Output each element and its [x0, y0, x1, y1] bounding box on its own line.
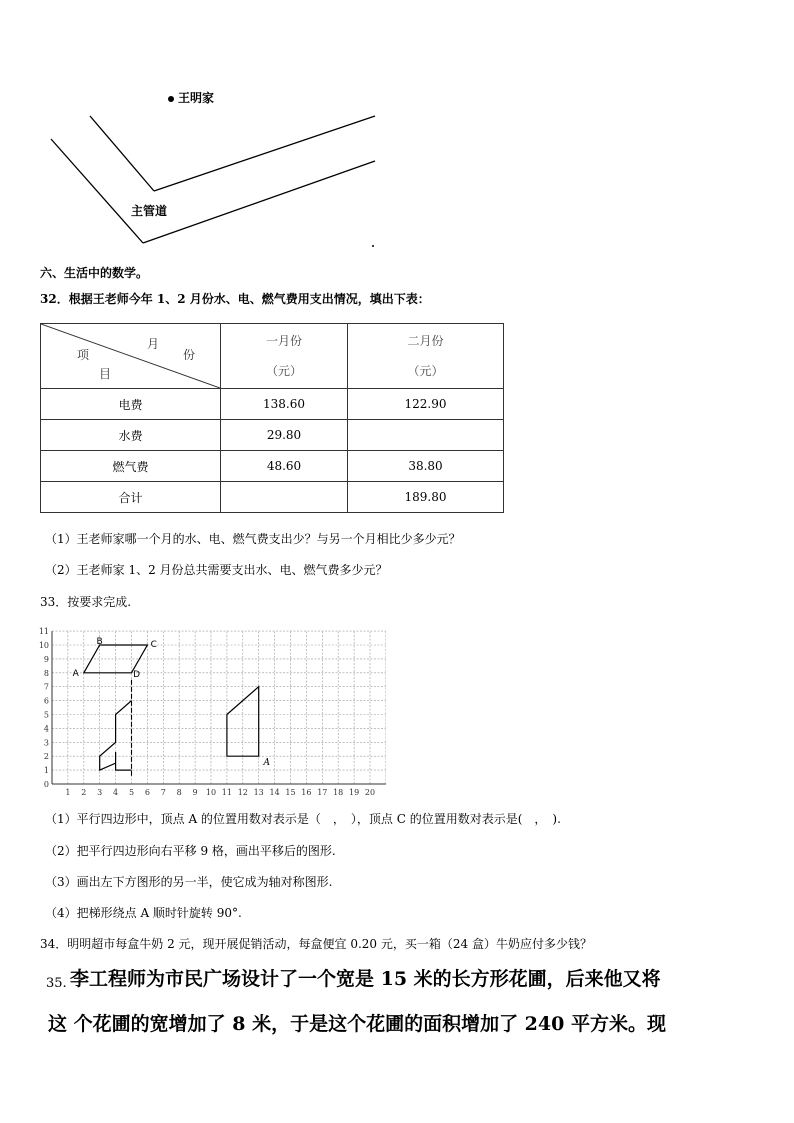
row-item: 合计 — [41, 482, 221, 513]
x-tick-label: 3 — [97, 788, 103, 797]
x-tick-label: 13 — [253, 788, 264, 797]
main-pipe-right — [143, 161, 375, 243]
row-item: 电费 — [41, 389, 221, 420]
x-tick-label: 20 — [364, 788, 376, 797]
q33-text: 33．按要求完成. — [40, 595, 132, 609]
diag-top: 月 — [147, 337, 160, 351]
x-tick-label: 15 — [285, 788, 296, 797]
q33-sub3: （3）画出左下方图形的另一半，使它成为轴对称图形. — [45, 875, 333, 889]
vertex-label-a: A — [72, 668, 79, 679]
x-tick-label: 17 — [317, 788, 328, 797]
small-mark — [372, 245, 374, 247]
row-jan: 138.60 — [221, 389, 348, 420]
half-figure-shape — [100, 701, 132, 771]
y-tick-label: 5 — [43, 710, 49, 720]
x-tick-label: 18 — [333, 788, 344, 797]
diag-left: 项 — [77, 348, 90, 362]
row-item: 燃气费 — [41, 451, 221, 482]
x-tick-label: 12 — [237, 788, 248, 797]
diag-top2: 份 — [183, 348, 196, 362]
q32-sub1: （1）王老师家哪一个月的水、电、燃气费支出少？与另一个月相比少多少元？ — [45, 532, 461, 546]
y-tick-label: 1 — [43, 766, 49, 776]
y-tick-label: 7 — [43, 682, 49, 692]
row-feb-blank[interactable] — [348, 420, 504, 451]
q35-number: 35. — [46, 976, 67, 991]
y-tick-label: 3 — [43, 738, 49, 748]
y-tick-label: 8 — [43, 668, 49, 678]
home-dot — [168, 96, 174, 102]
y-tick-label: 11 — [38, 627, 49, 637]
vertex-label-d: D — [133, 669, 141, 680]
vertex-label-b: B — [96, 637, 103, 647]
q33-sub4: （4）把梯形绕点 A 顺时针旋转 90°. — [45, 906, 242, 920]
diag-bottom: 目 — [99, 367, 112, 381]
q32-text: 32．根据王老师今年 1、2 月份水、电、燃气费用支出情况，填出下表： — [40, 292, 430, 306]
x-tick-label: 19 — [349, 788, 360, 797]
x-tick-label: 9 — [192, 788, 198, 797]
y-tick-label: 9 — [43, 654, 49, 664]
row-feb: 189.80 — [348, 482, 504, 513]
trapezoid-label-a: A — [263, 758, 270, 769]
header-feb: 二月份 （元） — [348, 324, 504, 389]
table-row — [41, 420, 504, 451]
x-tick-label: 11 — [221, 788, 232, 797]
vertex-label-c: C — [150, 640, 157, 650]
table-diag-header — [41, 324, 221, 389]
pipe-map-diagram — [40, 85, 380, 255]
x-tick-label: 4 — [113, 788, 119, 797]
header-jan: 一月份 （元） — [221, 324, 348, 389]
row-jan-blank[interactable] — [221, 482, 348, 513]
fee-table — [40, 323, 504, 513]
y-tick-label: 6 — [43, 696, 49, 706]
row-jan: 29.80 — [221, 420, 348, 451]
x-tick-label: 1 — [65, 788, 71, 797]
x-tick-label: 7 — [160, 788, 166, 797]
q35-line1: 李工程师为市民广场设计了一个宽是 15 米的长方形花圃，后来他又将 — [70, 968, 661, 990]
row-jan: 48.60 — [221, 451, 348, 482]
y-tick-label: 2 — [43, 752, 49, 762]
branch-pipe-right — [154, 116, 375, 191]
q32-sub2: （2）王老师家 1、2 月份总共需要支出水、电、燃气费多少元？ — [45, 563, 388, 577]
q33-sub2: （2）把平行四边形向右平移 9 格，画出平移后的图形. — [45, 844, 336, 858]
x-tick-label: 8 — [176, 788, 182, 797]
table-row — [41, 389, 504, 420]
table-row — [41, 482, 504, 513]
row-item: 水费 — [41, 420, 221, 451]
x-tick-label: 14 — [269, 788, 280, 797]
branch-pipe-left — [90, 116, 154, 191]
q34-text: 34．明明超市每盒牛奶 2 元，现开展促销活动，每盒便宜 0.20 元，买一箱（24 盒）牛奶应付多少钱？ — [40, 937, 592, 951]
y-tick-label: 10 — [38, 641, 49, 650]
home-label: 王明家 — [178, 91, 215, 105]
section-title: 六、生活中的数学。 — [40, 266, 149, 280]
x-tick-label: 5 — [128, 788, 135, 797]
coordinate-grid — [36, 622, 386, 798]
x-tick-label: 2 — [81, 788, 87, 797]
x-tick-label: 6 — [144, 788, 150, 797]
q35-line2: 这 个花圃的宽增加了 8 米，于是这个花圃的面积增加了 240 平方米。现 — [48, 1013, 666, 1035]
trapezoid-shape — [227, 687, 259, 757]
row-feb: 38.80 — [348, 451, 504, 482]
pipe-label: 主管道 — [131, 204, 168, 218]
table-row — [41, 451, 504, 482]
main-pipe-left — [51, 139, 143, 243]
y-tick-label: 4 — [43, 724, 49, 734]
q33-sub1: （1）平行四边形中，顶点 A 的位置用数对表示是（ ， ），顶点 C 的位置用数对表示是( ， ). — [45, 812, 561, 826]
x-tick-label: 10 — [205, 788, 217, 797]
row-feb: 122.90 — [348, 389, 504, 420]
y-tick-label: 0 — [43, 780, 49, 789]
x-tick-label: 16 — [301, 788, 312, 797]
